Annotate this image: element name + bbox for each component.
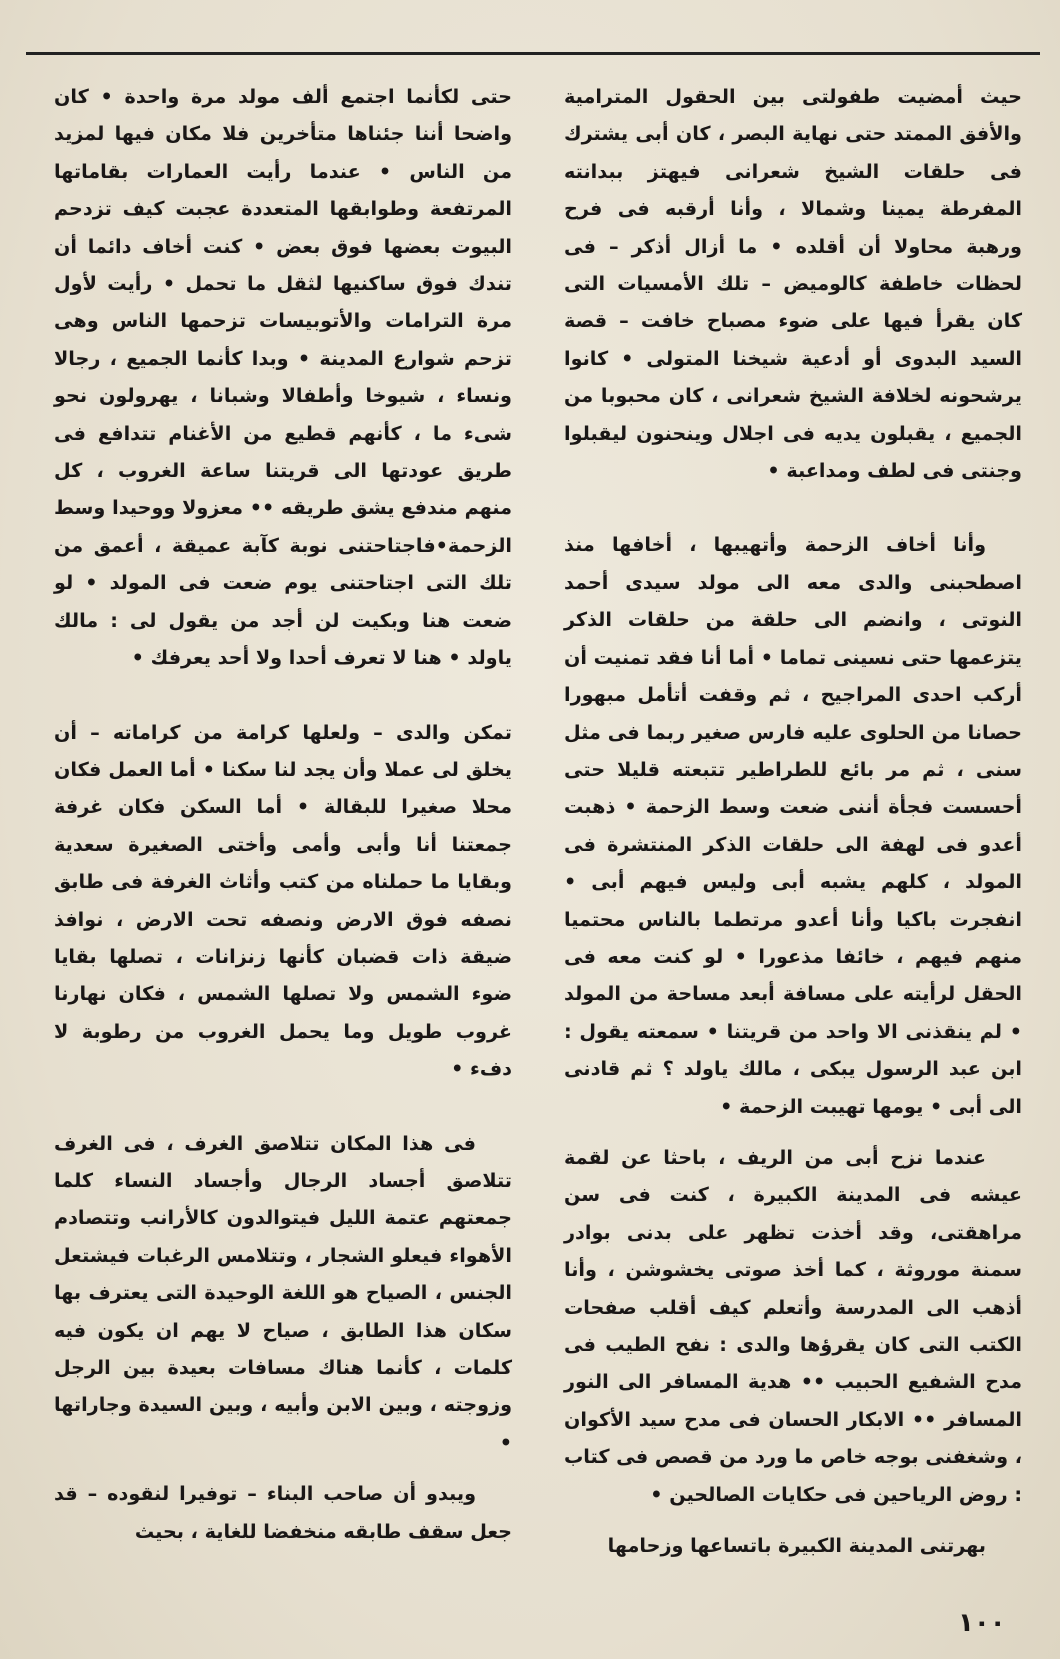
paragraph: تمكن والدى – ولعلها كرامة من كراماته – أن يخلق لى عملا وأن يجد لنا سكنا • أما العمل فكان محلا صغيرا للبقالة • أما السكن فكان غرفة جمعتنا أنا وأبى وأمى وأختى الصغيرة سعدية وبقايا ما حملناه من كتب وأثاث الغرفة فى طابق نصفه فوق الارض ونصفه تحت الارض ، نوافذ ضيقة ذات قضبان كأنها زنزانات ، تصلها بقايا ضوء الشمس ولا تصلها الشمس ، فكان نهارنا غروب طويل وما يحمل الغروب من رطوبة لا دفء • [54,720,512,1081]
top-rule [26,52,1040,55]
paragraph: فى هذا المكان تتلاصق الغرف ، فى الغرف تتلاصق أجساد الرجال وأجساد النساء كلما جمعتهم عتمة الليل فيتوالدون كالأرانب وتتصادم الأهواء فيعلو الشجار ، وتتلامس الرغبات فيشتعل الجنس ، الصياح هو اللغة الوحيدة التى يعترف بها سكان هذا الطابق ، صياح لا يهم ان يكون فيه كلمات ، كأنما هناك مسافات بعيدة بين الرجل وزوجته ، وبين الابن وأبيه ، وبين السيدة وجاراتها • [54,1131,512,1454]
page-number: ١٠٠ [958,1608,1006,1638]
left-column [54,78,512,1550]
paragraph: حتى لكأنما اجتمع ألف مولد مرة واحدة • كان واضحا أننا جئناها متأخرين فلا مكان فيها لمزيد من الناس • عندما رأيت العمارات بقاماتها المرتفعة وطوابقها المتعددة عجبت كيف تزدحم البيوت بعضها فوق بعض • كنت أخاف دائما أن تندك فوق ساكنيها لثقل ما تحمل • رأيت لأول مرة الترامات والأتوبيسات تزحمها الناس وهى تزحم شوارع المدينة • وبدا كأنما الجميع ، رجالا ونساء ، شيوخا وأطفالا وشبانا ، يهرولون نحو شىء ما ، كأنهم قطيع من الأغنام تتدافع فى طريق عودتها الى قريتنا ساعة الغروب ، كل منهم مندفع يشق طريقه •• معزولا ووحيدا وسط الزحمة•فاجتاحتنى نوبة كآبة عميقة ، أعمق من تلك التى اجتاحتنى يوم ضعت فى المولد • لو ضعت هنا وبكيت لن أجد من يقول لى : مالك ياولد • هنا لا تعرف أحدا ولا أحد يعرفك • [54,85,512,670]
paragraph: عندما نزح أبى من الريف ، باحثا عن لقمة عيشه فى المدينة الكبيرة ، كنت فى سن مراهقتى، وقد أخذت تظهر على بدنى بوادر سمنة موروثة ، كما أخذ صوتى يخشوشن ، وأنا أذهب الى المدرسة وأتعلم كيف أقلب صفحات الكتب التى كان يقرؤها والدى : نفح الطيب فى مدح الشفيع الحبيب •• هدية المسافر الى النور المسافر •• الابكار الحسان فى مدح سيد الأكوان ، وشغفنى بوجه خاص ما ورد من قصص فى كتاب : روض الرياحين فى حكايات الصالحين • [564,1145,1022,1506]
paragraph: ويبدو أن صاحب البناء – توفيرا لنقوده – قد جعل سقف طابقه منخفضا للغاية ، بحيث [54,1482,512,1543]
paragraph: بهرتنى المدينة الكبيرة باتساعها وزحامها [607,1534,986,1558]
paragraph: وأنا أخاف الزحمة وأتهيبها ، أخافها منذ اصطحبنى والدى معه الى مولد سيدى أحمد النوتى ، وانضم الى حلقة من حلقات الذكر يتزعمها حتى نسينى تماما • أما أنا فقد تمنيت أن أركب احدى المراجيح ، ثم وقفت أتأمل مبهورا حصانا من الحلوى عليه فارس صغير ربما فى مثل سنى ، ثم مر بائع للطراطير تتبعته قليلا حتى أحسست فجأة أننى ضعت وسط الزحمة • ذهبت أعدو فى لهفة الى حلقات الذكر المنتشرة فى المولد ، كلهم يشبه أبى وليس فيهم أبى • انفجرت باكيا وأنا أعدو مرتطما بالناس محتميا منهم فيهم ، خائفا مذعورا • لو كنت معه فى الحقل لرأيته على مسافة أبعد مساحة من المولد • لم ينقذنى الا واحد من قريتنا • سمعته يقول : ابن عبد الرسول يبكى ، مالك ياولد ؟ ثم قادنى الى أبى • يومها تهيبت الزحمة • [564,533,1022,1118]
paragraph: حيث أمضيت طفولتى بين الحقول المترامية والأفق الممتد حتى نهاية البصر ، كان أبى يشترك فى حلقات الشيخ شعرانى فيهتز ببدانته المفرطة يمينا وشمالا ، وأنا أرقبه فى فرح ورهبة محاولا أن أقلده • ما أزال أذكر – فى لحظات خاطفة كالوميض – تلك الأمسيات التى كان يقرأ فيها على ضوء مصباح خافت – قصة السيد البدوى أو أدعية شيخنا المتولى • كانوا يرشحونه لخلافة الشيخ شعرانى ، كان محبوبا من الجميع ، يقبلون يديه فى اجلال وينحنون ليقبلوا وجنتى فى لطف ومداعبة • [564,85,1022,483]
right-column [564,78,1022,1564]
